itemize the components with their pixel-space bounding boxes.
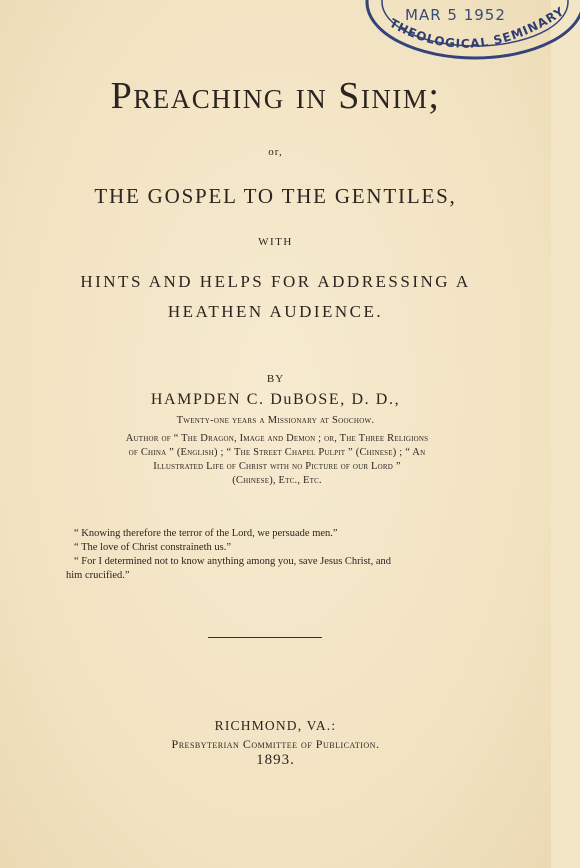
hints-line-2: HEATHEN AUDIENCE. [167,302,384,321]
imprint-place: RICHMOND, VA.: [214,718,337,733]
imprint-publisher: Presbyterian Committee of Publication. [171,737,380,751]
or-line: or, [268,146,283,158]
works-line: of China ” (English) ; “ The Street Chapel Pulpit ” (Chinese) ; “ An [128,447,426,458]
epigraph-quote: “ For I determined not to know anything among you, save Jesus Christ, and [74,556,391,567]
epigraph-quote: “ The love of Christ constraineth us.” [74,542,231,553]
works-line: Illustrated Life of Christ with no Picture of our Lord ” [153,461,401,472]
author-works [62,432,492,488]
epigraph-quote: “ Knowing therefore the terror of the Lord, we persuade men.” [74,528,338,539]
divider-rule [208,637,322,638]
imprint-year: 1893. [256,752,295,768]
with-line: WITH [258,236,293,248]
author-role: Twenty-one years a Missionary at Soochow. [176,415,375,426]
subtitle: THE GOSPEL TO THE GENTILES, [94,184,457,208]
hints-line-1: HINTS AND HELPS FOR ADDRESSING A [80,272,471,291]
works-line: Author of “ The Dragon, Image and Demon ; or, The Three Religions [125,433,429,444]
stamp-date: MAR 5 1952 [405,6,506,24]
author-name: HAMPDEN C. DuBOSE, D. D., [150,391,401,408]
works-line: (Chinese), Etc., Etc. [232,475,322,486]
book-title: Preaching in Sinim; [110,75,441,117]
by-line: BY [266,373,285,385]
epigraph-quote-cont: him crucified.” [66,570,130,581]
epigraph [66,527,486,583]
stamp-text: THEOLOGICAL SEMINARY [387,3,568,51]
